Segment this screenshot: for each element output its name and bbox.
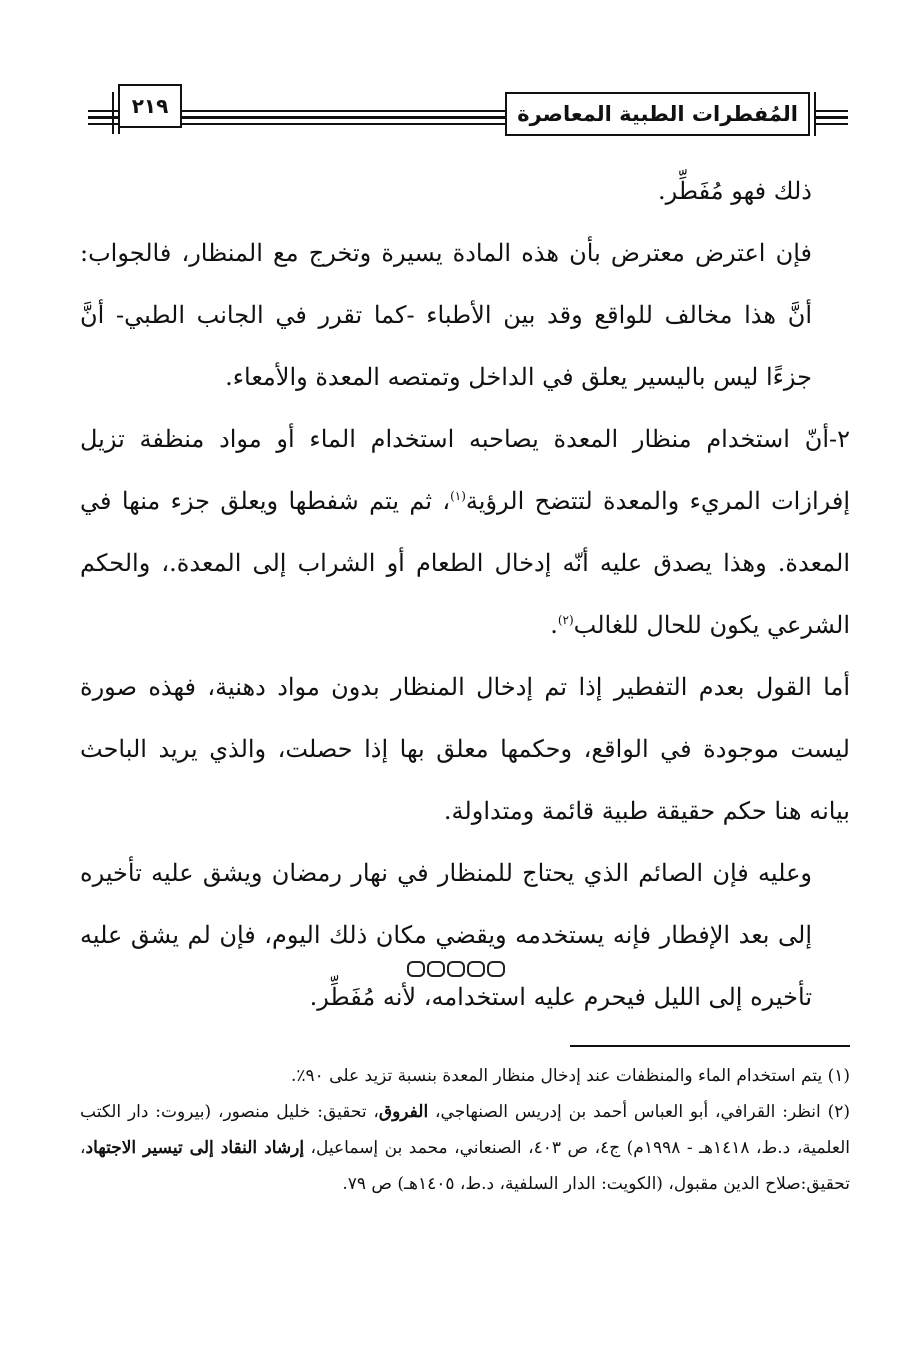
paragraph: فإن اعترض معترض بأن هذه المادة يسيرة وتخرج مع المنظار، فالجواب: أنَّ هذا مخالف للواقع وقد بين الأطباء -كما تقرر في الجانب الطبي- أنَّ جزءًا ليس باليسير يعلق في الداخل وتمتصه المعدة والأمعاء.: [80, 239, 812, 391]
ornament: [487, 961, 505, 977]
paragraph: [80, 408, 850, 656]
ornament: [467, 961, 485, 977]
footnote-ref[interactable]: (٢): [557, 613, 574, 627]
main-text: [80, 160, 850, 1028]
footnote-text: (٢) انظر: القرافي، أبو العباس أحمد بن إدريس الصنهاجي،: [428, 1102, 850, 1122]
book-title: الفروق: [378, 1102, 429, 1122]
paragraph-text: .: [550, 611, 558, 639]
footnote-text: ، تحقيق: خليل منصور، (بيروت: دار الكتب العلمية، د.ط، ١٤١٨هـ - ١٩٩٨م) ج٤، ص ٤٠٣، الصنعاني، محمد بن إسماعيل،: [80, 1102, 851, 1158]
book-title: إرشاد النقاد إلى تيسير الاجتهاد: [85, 1138, 305, 1158]
footnote: (١) يتم استخدام الماء والمنظفات عند إدخال منظار المعدة بنسبة تزيد على ٩٠٪.: [290, 1066, 850, 1086]
footnote-rule: [570, 1045, 850, 1047]
paragraph-text: ، ثم يتم شفطها ويعلق جزء منها في المعدة. وهذا يصدق عليه أنّه إدخال الطعام أو الشراب إلى المعدة.، والحكم الشرعي يكون للحال للغالب: [80, 487, 850, 639]
paragraph-text: ٢-أنّ استخدام منظار المعدة يصاحبه استخدام الماء أو مواد منظفة تزيل إفرازات المريء والمعدة لتتضح الرؤية: [80, 425, 850, 515]
section-separator: [0, 958, 912, 979]
footnote-ref[interactable]: (١): [450, 489, 466, 503]
footnote-text: ، تحقيق:صلاح الدين مقبول، (الكويت: الدار السلفية، د.ط، ١٤٠٥هـ) ص ٧٩.: [80, 1138, 850, 1194]
ornament: [407, 961, 425, 977]
page-number: ٢١٩: [118, 84, 182, 128]
ornament: [427, 961, 445, 977]
ornament: [447, 961, 465, 977]
page-header: [88, 82, 848, 142]
running-title: المُفطرات الطبية المعاصرة: [505, 92, 810, 136]
footnote: [80, 1094, 850, 1202]
paragraph: أما القول بعدم التفطير إذا تم إدخال المنظار بدون مواد دهنية، فهذه صورة ليست موجودة في الواقع، وحكمها معلق بها إذا حصلت، والذي يريد الباحث بيانه هنا حكم حقيقة طبية قائمة ومتداولة.: [80, 673, 850, 825]
paragraph: وعليه فإن الصائم الذي يحتاج للمنظار في نهار رمضان ويشق عليه تأخيره إلى بعد الإفطار فإنه يستخدمه ويقضي مكان ذلك اليوم، فإن لم يشق عليه تأخيره إلى الليل فيحرم عليه استخدامه، لأنه مُفَطِّر.: [80, 859, 812, 1011]
footnotes: [80, 1058, 850, 1202]
paragraph: ذلك فهو مُفَطِّر.: [658, 177, 812, 205]
